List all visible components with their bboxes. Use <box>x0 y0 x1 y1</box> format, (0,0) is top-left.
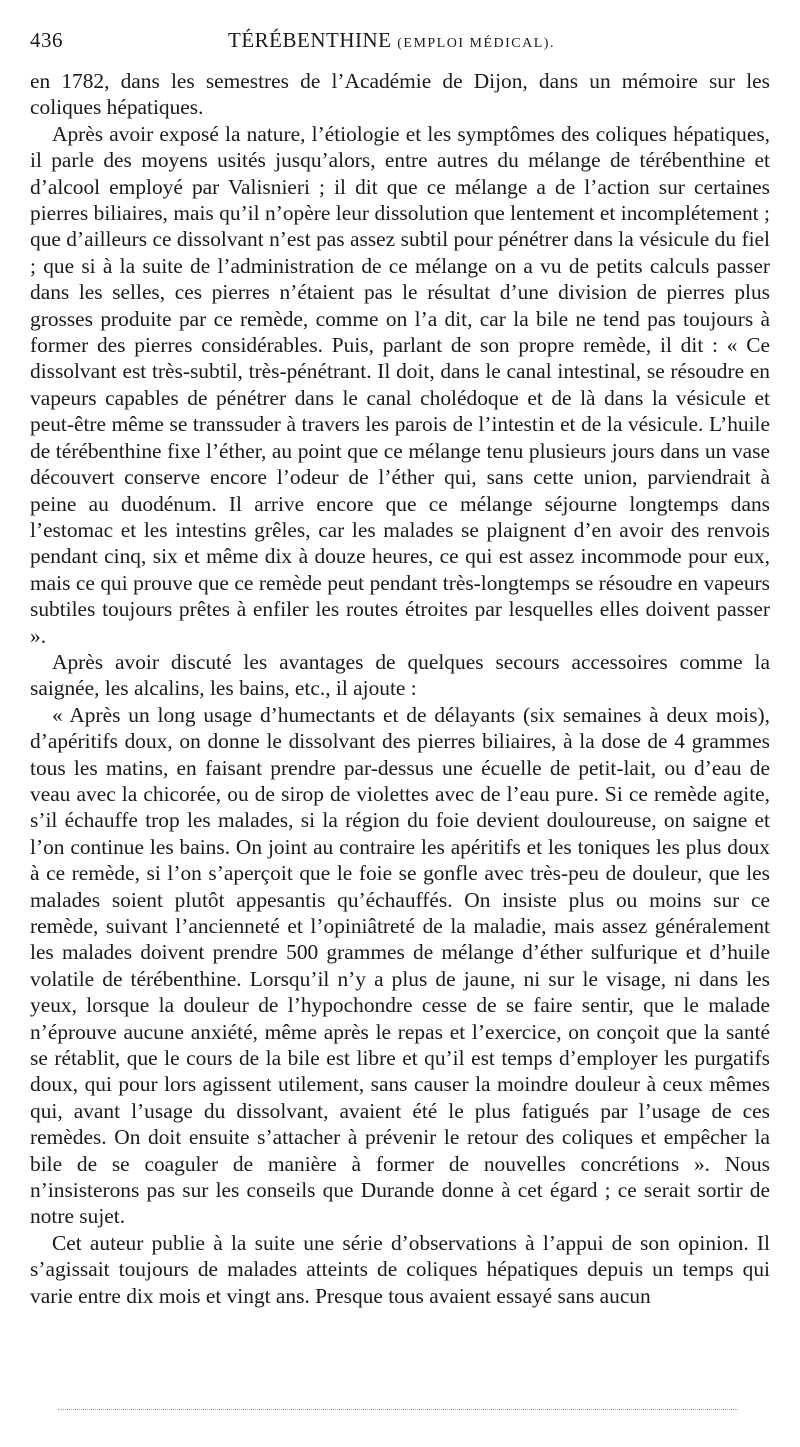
page-number: 436 <box>30 28 63 52</box>
paragraph-5: Cet auteur publie à la suite une série d’observations à l’appui de son opinion. Il s’agissait toujours de malades atteints de coliques hépatiques depuis un temps qui varie entre dix mois et vingt ans. Presque tous avaient essayé sans aucun <box>30 1230 770 1308</box>
running-title-sub: (EMPLOI MÉDICAL). <box>397 36 555 51</box>
paragraph-3: Après avoir discuté les avantages de quelques secours accessoires comme la saignée, les alcalins, les bains, etc., il ajoute : <box>30 649 770 701</box>
running-title-main: TÉRÉBENTHINE <box>228 28 392 52</box>
body-text <box>30 68 770 1309</box>
book-page <box>30 28 770 1309</box>
running-title <box>228 28 555 53</box>
paragraph-1: en 1782, dans les semestres de l’Académie de Dijon, dans un mémoire sur les coliques hépatiques. <box>30 69 770 120</box>
footer-rule <box>58 1409 738 1410</box>
paragraph-2: Après avoir exposé la nature, l’étiologie et les symptômes des coliques hépatiques, il parle des moyens usités jusqu’alors, entre autres du mélange de térébenthine et d’alcool employé par Valisnieri ; il dit que ce mélange a de l’action sur certaines pierres biliaires, mais qu’il n’opère leur dissolution que lentement et incomplétement ; que d’ailleurs ce dissolvant n’est pas assez subtil pour pénétrer dans la vésicule du fiel ; que si à la suite de l’administration de ce mélange on a vu de petits calculs passer dans les selles, ces pierres n’étaient pas le résultat d’une division de pierres plus grosses produite par ce remède, comme on l’a dit, car la bile ne tend pas toujours à former des pierres considérables. Puis, parlant de son propre remède, il dit : « Ce dissolvant est très-subtil, très-pénétrant. Il doit, dans le canal intestinal, se résoudre en vapeurs capables de pénétrer dans le canal cholédoque et de là dans la vésicule et peut-être même se transsuder à travers les parois de l’intestin et de la vésicule. L’huile de térébenthine fixe l’éther, au point que ce mélange tenu plusieurs jours dans un vase découvert conserve encore l’odeur de l’éther qui, sans cette union, parviendrait à peine au duodénum. Il arrive encore que ce mélange séjourne longtemps dans l’estomac et les intestins grêles, car les malades se plaignent d’en avoir des renvois pendant cinq, six et même dix à douze heures, ce qui est assez incommode pour eux, mais ce qui prouve que ce remède peut pendant très-longtemps se résoudre en vapeurs subtiles toujours prêtes à enfiler les routes étroites par lesquelles elles doivent passer ». <box>30 121 770 648</box>
page-header <box>30 28 770 60</box>
paragraph-4: « Après un long usage d’humectants et de délayants (six semaines à deux mois), d’apéritifs doux, on donne le dissolvant des pierres biliaires, à la dose de 4 grammes tous les matins, en faisant prendre par-dessus une écuelle de petit-lait, ou d’eau de veau avec la chicorée, ou de sirop de violettes avec de l’eau pure. Si ce remède agite, s’il échauffe trop les malades, si la région du foie devient douloureuse, on saigne et l’on continue les bains. On joint au contraire les apéritifs et les toniques les plus doux à ce remède, si l’on s’aperçoit que le foie se gonfle avec très-peu de douleur, que les malades soient plutôt appesantis qu’échauffés. On insiste plus ou moins sur ce remède, suivant l’ancienneté et l’opiniâtreté de la maladie, mais assez généralement les malades doivent prendre 500 grammes de mélange d’éther sulfurique et d’huile volatile de térébenthine. Lorsqu’il n’y a plus de jaune, ni sur le visage, ni dans les yeux, lorsque la douleur de l’hypochondre cesse de se faire sentir, que le malade n’éprouve aucune anxiété, même après le repas et l’exercice, on conçoit que la santé se rétablit, que le cours de la bile est libre et qu’il est temps d’employer les purgatifs doux, qui pour lors agissent utilement, sans causer la moindre douleur à ceux mêmes qui, avant l’usage du dissolvant, avaient été le plus fatigués par l’usage de ces remèdes. On doit ensuite s’attacher à prévenir le retour des coliques et empêcher la bile de se coaguler de manière à former de nouvelles concrétions ». Nous n’insisterons pas sur les conseils que Durande donne à cet égard ; ce serait sortir de notre sujet. <box>30 702 770 1229</box>
